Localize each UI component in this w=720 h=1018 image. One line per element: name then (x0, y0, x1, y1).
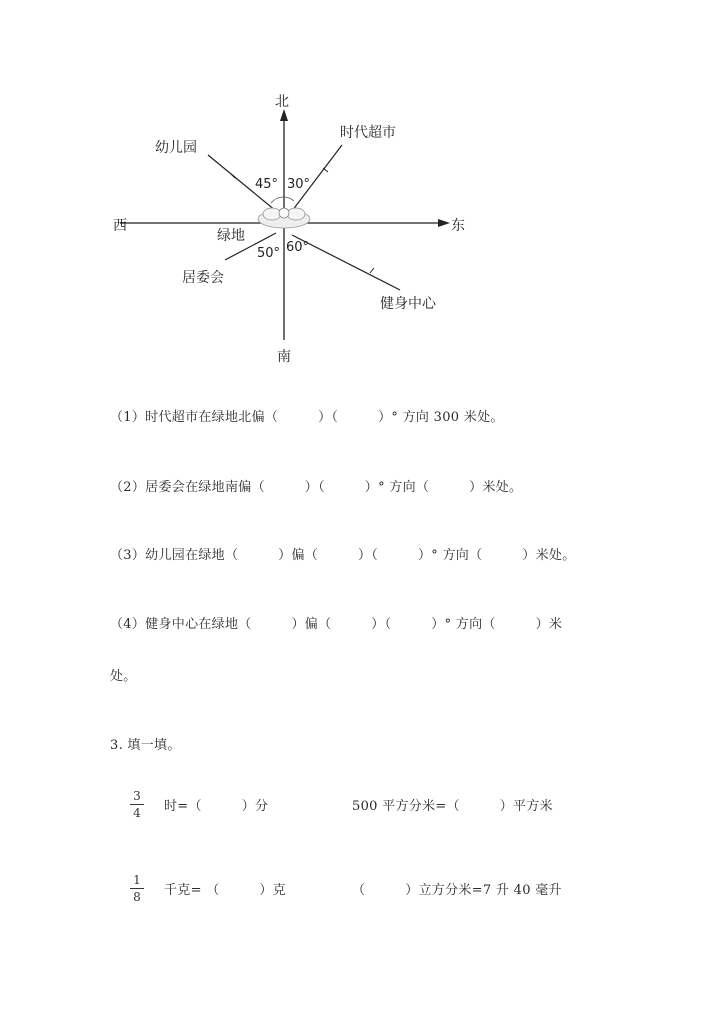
fraction-numerator: 1 (133, 873, 141, 887)
direction-east: 东 (451, 218, 465, 234)
direction-south: 南 (277, 349, 291, 365)
fill-item-hours: 时=（ ）分 (164, 799, 269, 814)
fraction-three-quarters (130, 789, 144, 820)
question-2: （2）居委会在绿地南偏（ ）（ ）° 方向（ ）米处。 (110, 480, 523, 495)
fraction-denominator: 8 (133, 890, 141, 904)
place-fitness-center: 健身中心 (380, 296, 436, 312)
angle-supermarket: 30° (287, 177, 311, 192)
place-supermarket: 时代超市 (340, 125, 396, 141)
fill-item-kilograms: 千克= （ ）克 (164, 883, 287, 898)
fill-item-square-dm: 500 平方分米=（ ）平方米 (352, 799, 553, 814)
angle-kindergarten: 45° (255, 177, 279, 192)
fraction-one-eighth (130, 873, 144, 904)
question-3: （3）幼儿园在绿地（ ）偏（ ）（ ）° 方向（ ）米处。 (110, 548, 576, 563)
place-kindergarten: 幼儿园 (155, 140, 197, 156)
angle-committee: 50° (257, 246, 281, 261)
question-4: （4）健身中心在绿地（ ）偏（ ）（ ）° 方向（ ）米 (110, 617, 563, 632)
fill-item-cubic-dm: （ ）立方分米=7 升 40 毫升 (352, 883, 562, 898)
compass-diagram (100, 85, 480, 370)
fraction-denominator: 4 (133, 806, 141, 820)
compass-lines (100, 85, 480, 370)
question-4-continuation: 处。 (110, 669, 137, 684)
place-committee: 居委会 (182, 270, 224, 286)
question-1: （1）时代超市在绿地北偏（ ）（ ）° 方向 300 米处。 (110, 410, 504, 425)
section-3-title: 3. 填一填。 (110, 738, 181, 753)
direction-west: 西 (113, 218, 127, 234)
center-label: 绿地 (217, 228, 245, 244)
fraction-numerator: 3 (133, 789, 141, 803)
angle-fitness-center: 60° (286, 240, 310, 255)
direction-north: 北 (275, 94, 289, 110)
